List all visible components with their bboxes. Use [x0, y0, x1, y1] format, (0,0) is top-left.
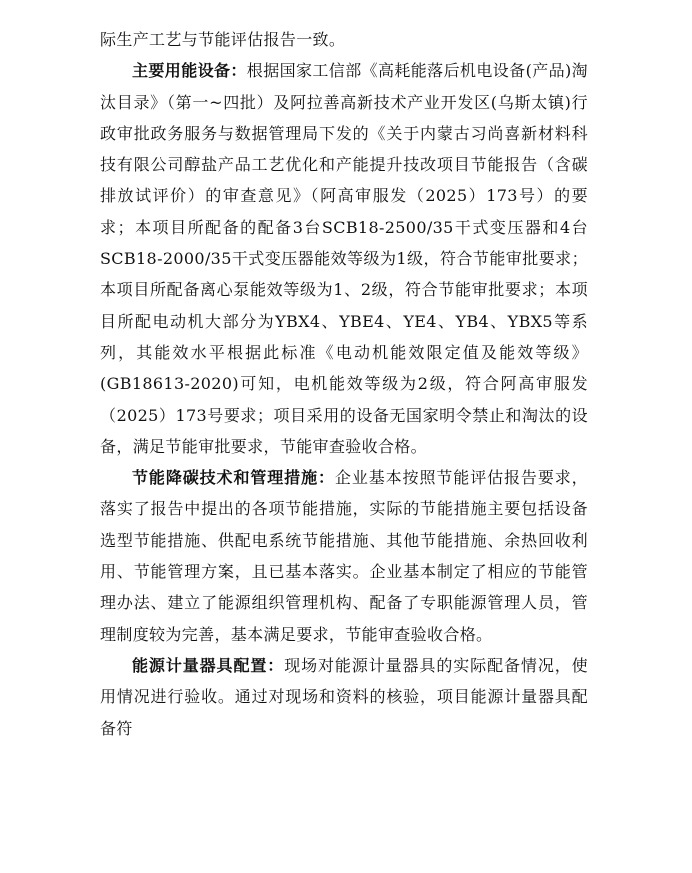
paragraph-intro: [100, 24, 588, 55]
paragraph-measures: [100, 462, 588, 650]
document-body: [100, 24, 588, 744]
paragraph-text: 际生产工艺与节能评估报告一致。: [100, 30, 346, 49]
paragraph-text: 现场对能源计量器具的实际配备情况，使用情况进行验收。通过对现场和资料的核验，项目能源计量器具配备符: [100, 655, 588, 738]
paragraph-heading: 能源计量器具配置：: [132, 655, 285, 675]
paragraph-equipment: [100, 55, 588, 462]
paragraph-text: 根据国家工信部《高耗能落后机电设备(产品)淘汰目录》（第一~四批）及阿拉善高新技术产业开发区(乌斯太镇)行政审批政务服务与数据管理局下发的《关于内蒙古习尚喜新材料科技有限公司醇盐产品工艺优化和产能提升技改项目节能报告（含碳排放试评价）的审查意见》（阿高审服发（2025）173号）的要求；本项目所配备的配备3台SCB18-2500/35干式变压器和4台SCB18-2000/35干式变压器能效等级为1级，符合节能审批要求；本项目所配备离心泵能效等级为1、2级，符合节能审批要求；本项目所配电动机大部分为YBX4、YBE4、YE4、YB4、YBX5等系列，其能效水平根据此标准《电动机能效限定值及能效等级》(GB18613-2020)可知，电机能效等级为2级，符合阿高审服发（2025）173号要求；项目采用的设备无国家明令禁止和淘汰的设备，满足节能审批要求，节能审查验收合格。: [100, 61, 589, 456]
paragraph-heading: 主要用能设备：: [132, 61, 247, 81]
paragraph-heading: 节能降碳技术和管理措施：: [132, 468, 335, 488]
paragraph-text: 企业基本按照节能评估报告要求，落实了报告中提出的各项节能措施，实际的节能措施主要包括设备选型节能措施、供配电系统节能措施、其他节能措施、余热回收利用、节能管理方案，且已基本落实。企业基本制定了相应的节能管理办法、建立了能源组织管理机构、配备了专职能源管理人员，管理制度较为完善，基本满足要求，节能审查验收合格。: [100, 468, 588, 644]
paragraph-metering: [100, 650, 588, 744]
